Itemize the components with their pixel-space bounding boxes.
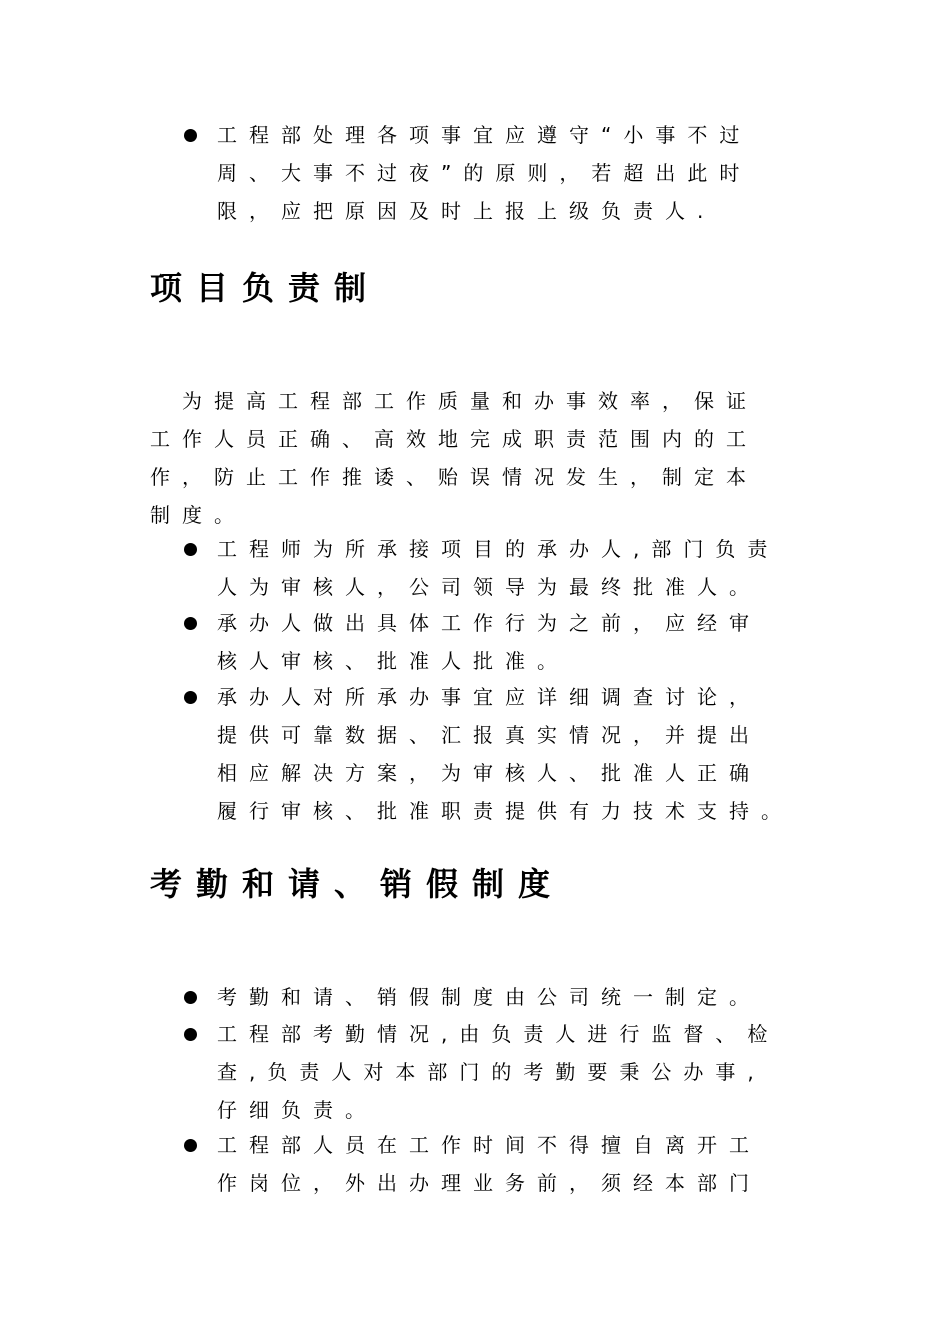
bullet-dot-icon xyxy=(184,1139,197,1152)
text-line: 作岗位，外出办理业务前，须经本部门 xyxy=(217,1171,761,1195)
text-line: 承办人对所承办事宜应详细调查讨论， xyxy=(217,685,761,709)
bullet-dot-icon xyxy=(184,617,197,630)
text-line: 工程部处理各项事宜应遵守“小事不过 xyxy=(217,123,752,147)
text-line: 周、大事不过夜”的原则，若超出此时 xyxy=(217,161,752,185)
section-heading-attendance: 考勤和请、销假制度 xyxy=(150,865,565,903)
text-line: 提供可靠数据、汇报真实情况，并提出 xyxy=(217,723,761,747)
text-line: 核人审核、批准人批准。 xyxy=(217,649,569,673)
bullet-item-unified-policy xyxy=(181,978,793,1016)
bullet-dot-icon xyxy=(184,129,197,142)
text-line: 工作人员正确、高效地完成职责范围内的工 xyxy=(150,427,758,451)
text-line: 工程部人员在工作时间不得擅自离开工 xyxy=(217,1133,761,1157)
section-heading-project-responsibility: 项目负责制 xyxy=(150,269,381,307)
bullet-dot-icon xyxy=(184,543,197,556)
text-line: 限，应把原因及时上报上级负责人. xyxy=(217,199,716,223)
text-line: 仔细负责。 xyxy=(217,1098,377,1122)
text-line: 相应解决方案，为审核人、批准人正确 xyxy=(217,761,761,785)
text-line: 人为审核人，公司领导为最终批准人。 xyxy=(217,575,761,599)
bullet-item-leaving-post xyxy=(181,1126,793,1202)
text-line: 作，防止工作推诿、贻误情况发生，制定本 xyxy=(150,465,758,489)
bullet-dot-icon xyxy=(184,1028,197,1041)
bullet-item-roles xyxy=(181,530,793,606)
bullet-item-report-principle xyxy=(181,116,793,230)
text-line: 工程师为所承接项目的承办人,部门负责 xyxy=(217,537,780,561)
text-line: 承办人做出具体工作行为之前，应经审 xyxy=(217,611,761,635)
text-line: 查,负责人对本部门的考勤要秉公办事, xyxy=(217,1060,766,1084)
bullet-item-approval xyxy=(181,604,793,680)
text-line: 工程部考勤情况,由负责人进行监督、检 xyxy=(217,1022,780,1046)
text-line: 为提高工程部工作质量和办事效率，保证 xyxy=(182,389,758,413)
bullet-dot-icon xyxy=(184,691,197,704)
bullet-dot-icon xyxy=(184,991,197,1004)
paragraph-project-intro xyxy=(150,382,810,534)
text-line: 制度。 xyxy=(150,503,246,527)
bullet-item-investigation xyxy=(181,678,793,830)
bullet-item-supervision xyxy=(181,1015,793,1129)
text-line: 考勤和请、销假制度由公司统一制定。 xyxy=(217,985,761,1009)
text-line: 履行审核、批准职责提供有力技术支持。 xyxy=(217,799,793,823)
